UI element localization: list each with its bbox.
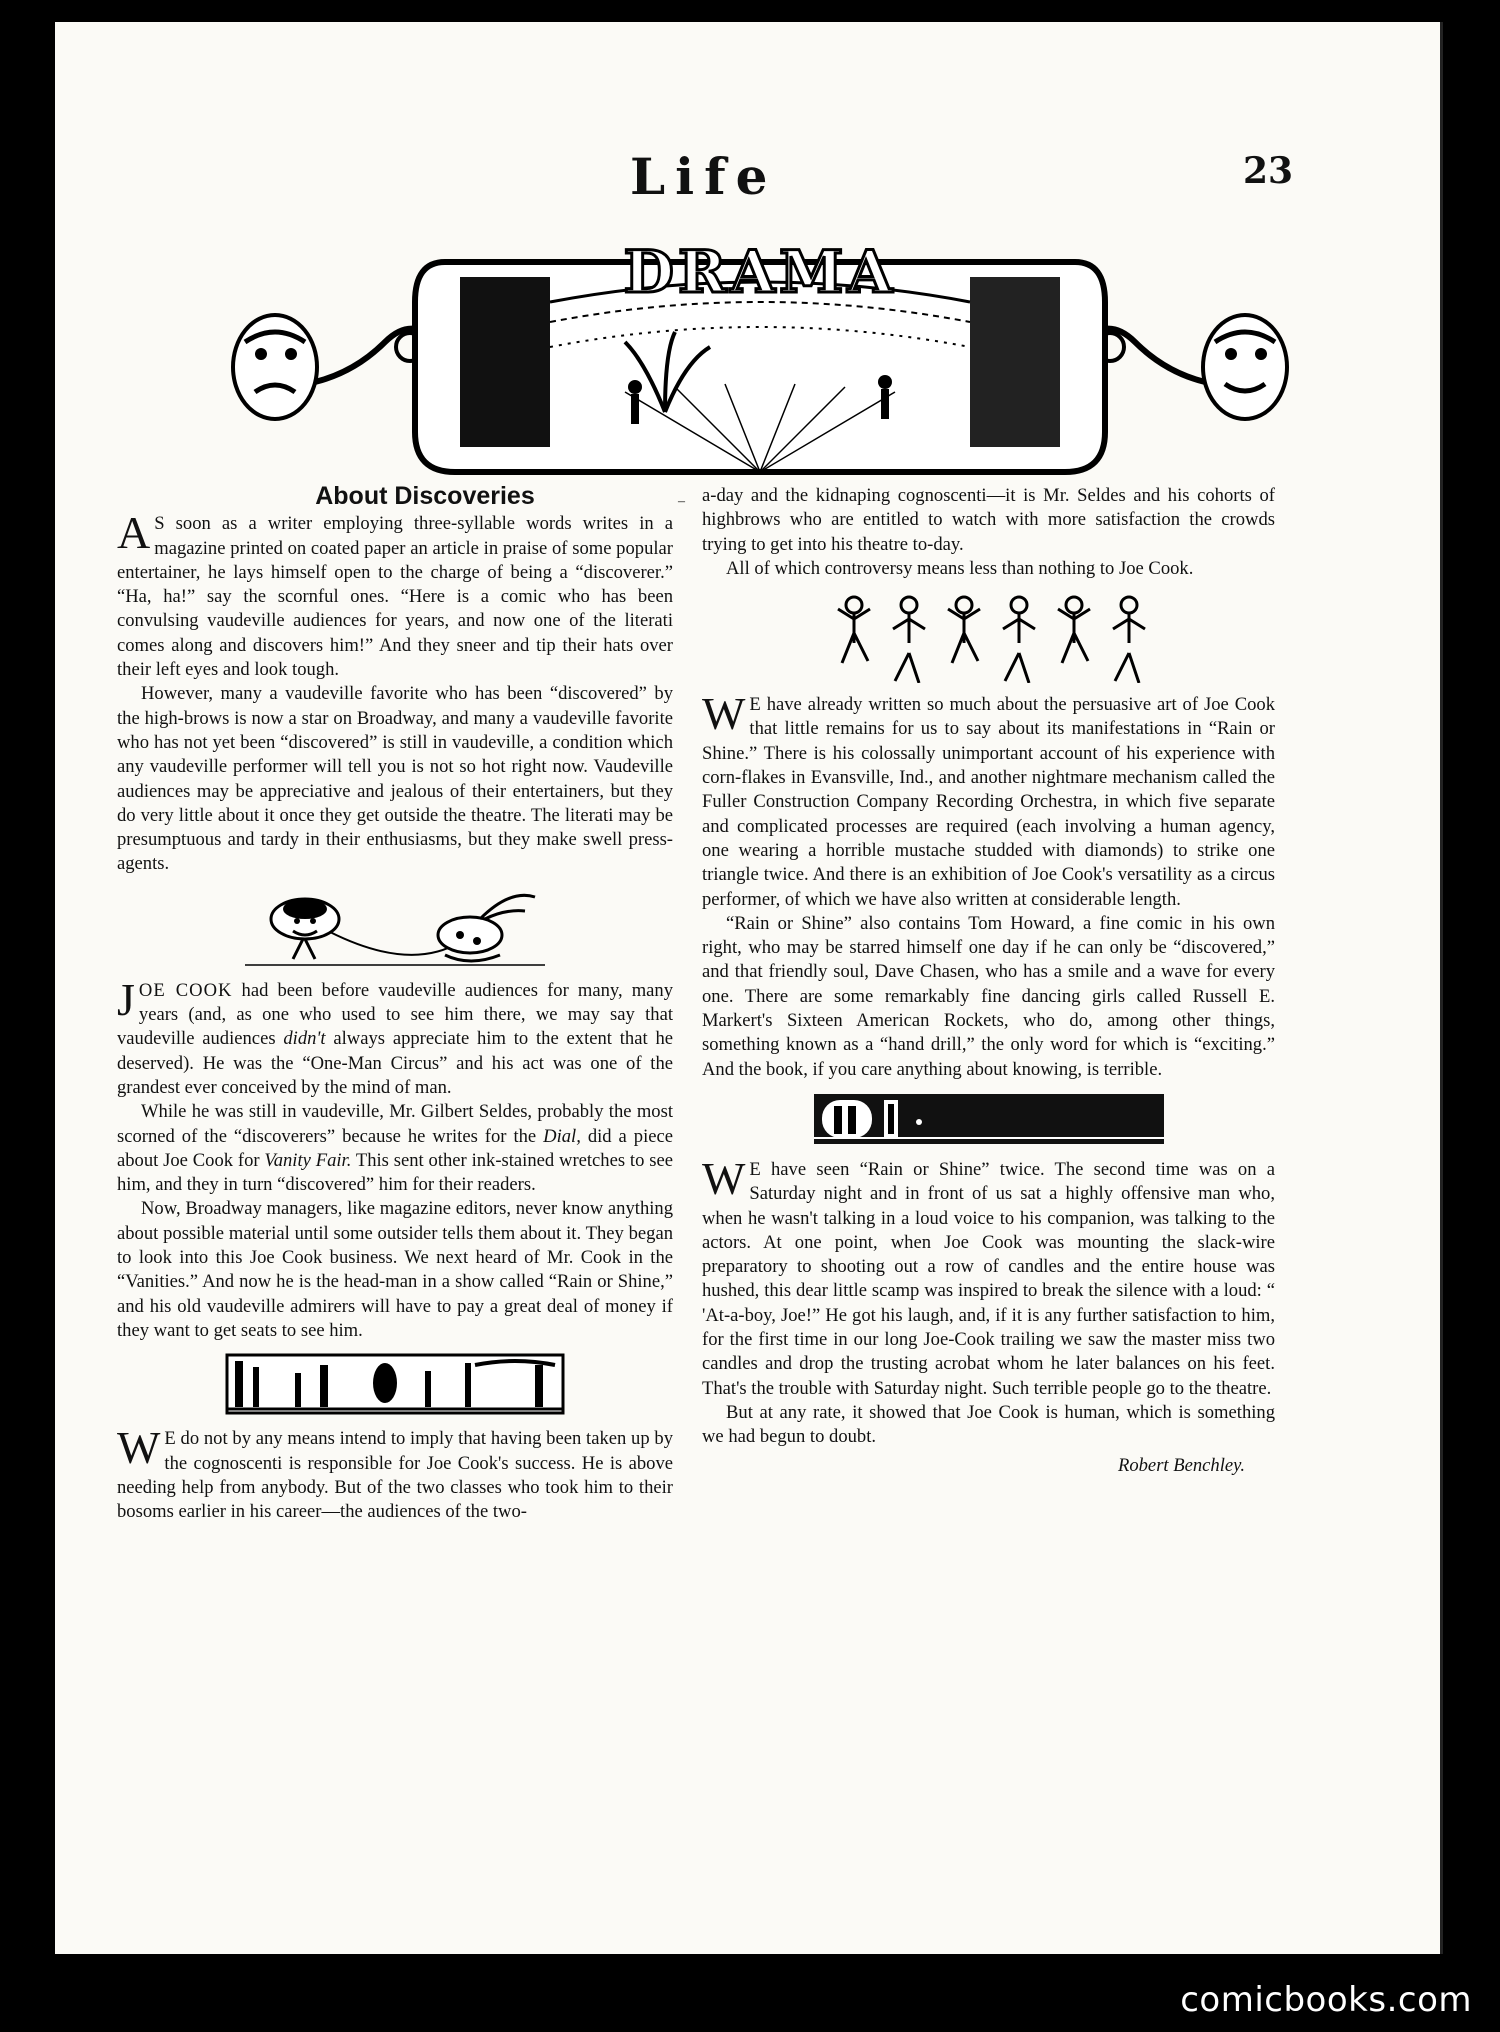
- banner-label: DRAMA: [623, 238, 897, 306]
- stage-scenery-illustration: [225, 1353, 565, 1417]
- column-left: [117, 484, 673, 1524]
- paragraph: W E do not by any means intend to imply that having been taken up by the cognoscenti is responsible for Joe Cook's success. He is above needing help from anybody. But of the two classes who took him to their bosoms earlier in his career—the audiences of the two-: [117, 1422, 673, 1523]
- paragraph: W E have seen “Rain or Shine” twice. The second time was on a Saturday night and in front of us sat a highly offensive man who, when he wasn't talking in a loud voice to his companion, was talking to the actors. At one point, when Joe Cook was mounting the slack-wire preparatory to shooting out a row of candles and the entire house was hushed, this dear little scamp was inspired to break the silence with a loud: “ 'At-a-boy, Joe!” He got his laugh, and, if it is any further satisfaction to him, for the first time in our long Joe-Cook trailing we saw the master miss two candles and drop the trusting acrobat whom he later balances on his feet. That's the trouble with Saturday night. Such terrible people go to the theatre.: [702, 1152, 1275, 1399]
- paragraph: a-day and the kidnaping cognoscenti—it is Mr. Seldes and his cohorts of highbrows who are entitled to watch with more satisfaction the crowds trying to get into his theatre to-day.: [702, 485, 1275, 555]
- paragraph: “Rain or Shine” also contains Tom Howard, a fine comic in his own right, who may be starred himself one day if he can only be “discovered,” and that friendly soul, Dave Chasen, who has a smile and a wave for every one. There are some remarkably fine dancing girls called Russell E. Markert's Sixteen American Rockets, who do, among other things, something known as a “hand drill,” the only word for which is “exciting.” And the book, if you care anything about knowing, is terrible.: [702, 912, 1275, 1080]
- paragraph: A S soon as a writer employing three-syllable words writes in a magazine printed on coated paper an article in praise of some popular entertainer, he lays himself open to the charge of being a “discoverer.” “Ha, ha!” say the scornful ones. “Here is a comic who has been convulsing vaudeville audiences for years, and now one of the literati comes along and discovers him!” And they sneer and tip their hats over their left eyes and look tough.: [117, 507, 673, 681]
- page-number: 23: [1243, 150, 1294, 192]
- paragraph: Now, Broadway managers, like magazine editors, never know anything about possible material until some outsider tells them about it. They began to look into this Joe Cook business. We next heard of Mr. Cook in the “Vanities.” And now he is the head-man in a show called “Rain or Shine,” and his old vaudeville admirers will have to pay a great deal of money if they want to get seats to see him.: [117, 1198, 673, 1341]
- column-right: [702, 484, 1275, 1478]
- paragraph: All of which controversy means less than nothing to Joe Cook.: [726, 557, 1194, 579]
- drop-cap: W: [702, 1152, 746, 1204]
- watermark: comicbooks.com: [1180, 1980, 1472, 2020]
- drop-cap: W: [702, 688, 746, 740]
- dancing-girls-illustration: [824, 591, 1154, 683]
- paragraph: W E have already written so much about the persuasive art of Joe Cook that little remains for us to say about its manifestations in “Rain or Shine.” There is his colossally unimportant account of his experience with corn-flakes in Evansville, Ind., and another nightmare mechanism called the Fuller Construction Company Recording Orchestra, in which five separate and complicated processes are required (each involving a human agency, one wearing a horrible mustache studded with diamonds) to strike one triangle twice. And there is an exhibition of Joe Cook's versatility as a circus performer, of which we have also written at considerable length.: [702, 688, 1275, 910]
- column-rule-mark: –: [678, 494, 685, 509]
- masthead-title: Life: [630, 147, 778, 206]
- paragraph: JOE COOK had been before vaudeville audiences for many, many years (and, as one who used to see him there, we may say that vaudeville audiences didn't always appreciate him to the extent that he deserved). He was the “One-Man Circus” and his act was one of the grandest ever conceived by the mind of man.: [117, 973, 674, 1098]
- clown-pulling-toy-bunny-illustration: [245, 887, 545, 969]
- paragraph: While he was still in vaudeville, Mr. Gilbert Seldes, probably the most scorned of the “discoverers” because he writes for the Dial, did a piece about Joe Cook for Vanity Fair. This sent other ink-stained wretches to see him, and they in turn “discovered” him for their readers.: [117, 1101, 673, 1196]
- author-signature: Robert Benchley.: [1117, 1454, 1245, 1476]
- magazine-page: [55, 22, 1443, 1954]
- article-heading: About Discoveries: [315, 482, 535, 510]
- tragedy-mask-icon: [233, 315, 425, 419]
- drama-banner-illustration: [195, 222, 1325, 492]
- dark-stage-illustration: [814, 1092, 1164, 1148]
- paragraph: But at any rate, it showed that Joe Cook is human, which is something we had begun to doubt.: [702, 1401, 1275, 1448]
- drop-cap: A: [117, 507, 151, 559]
- drop-cap: W: [117, 1422, 161, 1474]
- drop-cap: J: [117, 973, 135, 1025]
- paragraph: However, many a vaudeville favorite who has been “discovered” by the high-brows is now a star on Broadway, and many a vaudeville favorite who has not yet been “discovered” is still in vaudeville, a condition which any vaudeville performer will tell you is not so hot right now. Vaudeville audiences may be appreciative and jealous of their entertainers, but they do very little about it once they get outside the theatre. The literati may be presumptuous and tardy in their enthusiasms, but they make swell press-agents.: [117, 683, 673, 875]
- comedy-mask-icon: [1095, 315, 1287, 419]
